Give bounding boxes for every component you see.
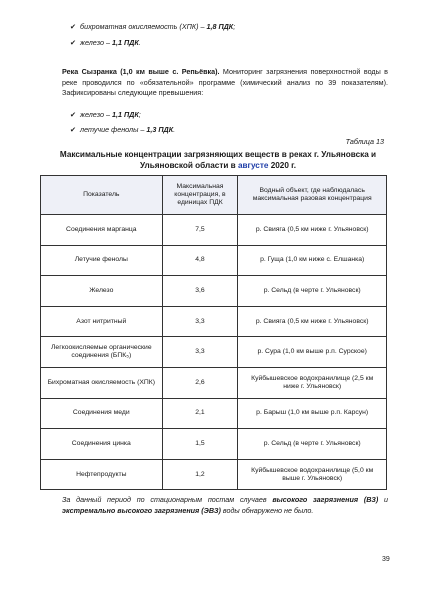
cell-indicator: Бихроматная окисляемость (ХПК) (41, 367, 163, 398)
page-number: 39 (382, 556, 390, 563)
cell-concentration: 7,5 (162, 215, 238, 246)
cell-water-body: р. Барыш (1,0 км выше р.п. Карсун) (238, 398, 387, 429)
header-max-concentration: Максимальная концентрация, в единицах ПДК (162, 176, 238, 215)
table-row (41, 459, 387, 490)
cell-concentration: 1,2 (162, 459, 238, 490)
table-row (41, 429, 387, 460)
bullet-item: ✔ железо – 1,1 ПДК. (70, 38, 141, 47)
cell-indicator: Соединения меди (41, 398, 163, 429)
header-water-body: Водный объект, где наблюдалась максимальная разовая концентрация (238, 176, 387, 215)
cell-concentration: 4,8 (162, 245, 238, 276)
table-title-month: августе (237, 160, 269, 170)
table-header-row (41, 176, 387, 215)
concentration-table (40, 175, 387, 490)
cell-water-body: р. Свияга (0,5 км ниже г. Ульяновск) (238, 215, 387, 246)
header-indicator: Показатель (41, 176, 163, 215)
cell-concentration: 3,3 (162, 337, 238, 368)
cell-concentration: 2,6 (162, 367, 238, 398)
river-paragraph: Река Сызранка (1,0 км выше с. Репьёвка). Мониторинг загрязнения поверхностной воды в реке проводился по «обязательной» программе (химический анализ по 39 показателям). Зафиксированы следующие превышения: (62, 67, 388, 97)
cell-water-body: Куйбышевское водохранилище (2,5 км ниже г. Ульяновск) (238, 367, 387, 398)
table-row (41, 398, 387, 429)
cell-water-body: р. Сура (1,0 км выше р.п. Сурское) (238, 337, 387, 368)
cell-concentration: 3,3 (162, 306, 238, 337)
checkmark-icon: ✔ (70, 110, 77, 119)
footer-paragraph: За данный период по стационарным постам случаев высокого загрязнения (ВЗ) и экстремально высокого загрязнения (ЭВЗ) воды обнаружено не было. (62, 495, 388, 515)
bullet-item: ✔ железо – 1,1 ПДК; (70, 110, 141, 119)
cell-indicator: Соединения цинка (41, 429, 163, 460)
cell-concentration: 3,6 (162, 276, 238, 307)
table-title: Максимальные концентрации загрязняющих веществ в реках г. Ульяновска и Ульяновской области в августе 2020 г. (59, 150, 377, 170)
cell-water-body: р. Гуща (1,0 км ниже с. Елшанка) (238, 245, 387, 276)
cell-water-body: р. Свияга (0,5 км ниже г. Ульяновск) (238, 306, 387, 337)
table-row (41, 367, 387, 398)
cell-indicator: Легкоокисляемые органические соединения (БПК₅) (41, 337, 163, 368)
cell-indicator: Летучие фенолы (41, 245, 163, 276)
bullet-item: ✔ бихроматная окисляемость (ХПК) – 1,8 ПДК; (70, 22, 236, 31)
table-row (41, 215, 387, 246)
cell-concentration: 2,1 (162, 398, 238, 429)
table-row (41, 276, 387, 307)
checkmark-icon: ✔ (70, 125, 77, 134)
checkmark-icon: ✔ (70, 22, 77, 31)
table-row (41, 245, 387, 276)
cell-water-body: Куйбышевское водохранилище (5,0 км выше г. Ульяновск) (238, 459, 387, 490)
cell-indicator: Нефтепродукты (41, 459, 163, 490)
table-number: Таблица 13 (345, 137, 384, 146)
table-row (41, 306, 387, 337)
bullet-item: ✔ летучие фенолы – 1,3 ПДК. (70, 125, 176, 134)
cell-water-body: р. Сельд (в черте г. Ульяновск) (238, 276, 387, 307)
cell-indicator: Железо (41, 276, 163, 307)
table-row (41, 337, 387, 368)
cell-indicator: Соединения марганца (41, 215, 163, 246)
cell-indicator: Азот нитритный (41, 306, 163, 337)
checkmark-icon: ✔ (70, 38, 77, 47)
cell-concentration: 1,5 (162, 429, 238, 460)
river-title: Река Сызранка (1,0 км выше с. Репьёвка). (62, 67, 220, 76)
cell-water-body: р. Сельд (в черте г. Ульяновск) (238, 429, 387, 460)
